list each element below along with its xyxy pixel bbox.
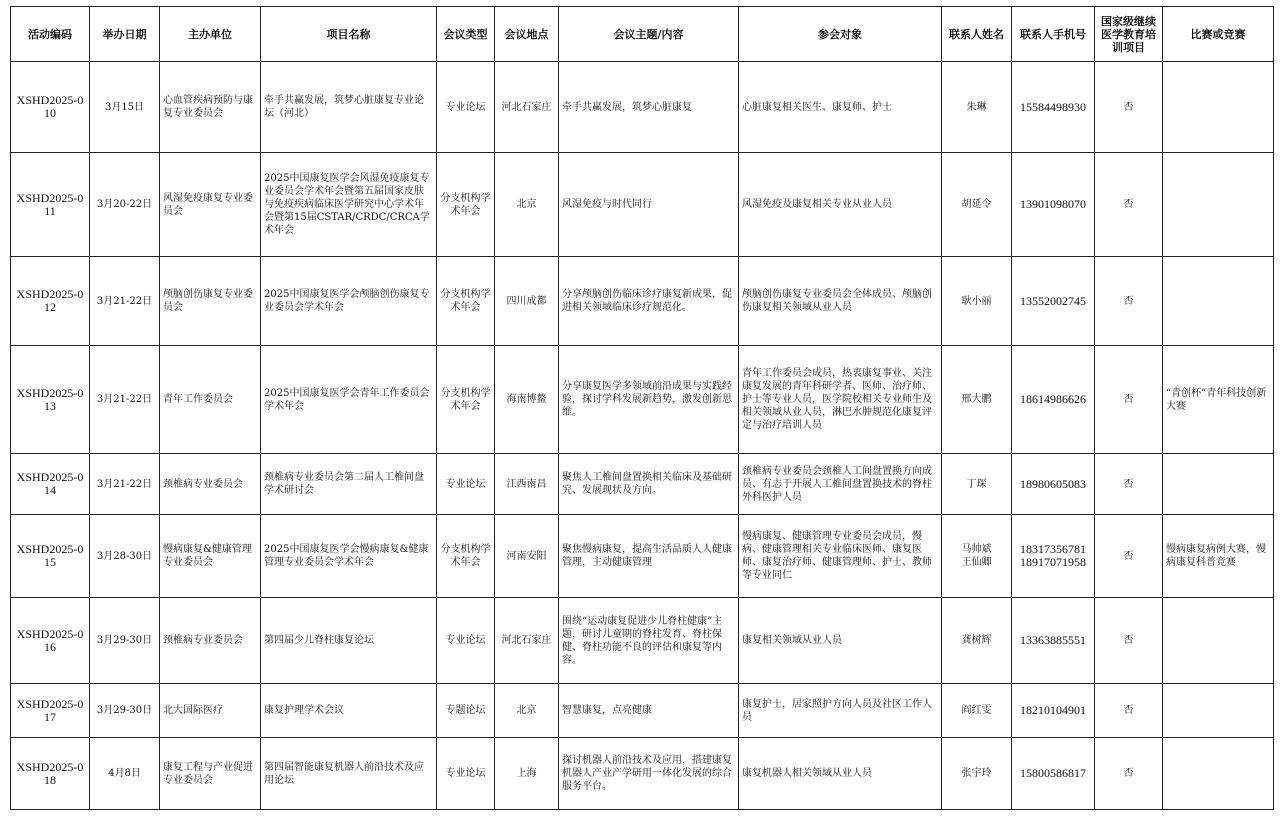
cell-contest xyxy=(1163,62,1274,153)
cell-date: 3月15日 xyxy=(90,62,160,153)
cell-theme: 智慧康复，点亮健康 xyxy=(559,684,739,738)
cell-type: 专题论坛 xyxy=(437,684,495,738)
cell-project: 第四届智能康复机器人前沿技术及应用论坛 xyxy=(261,738,437,810)
cell-theme: 风湿免疫与时代同行 xyxy=(559,153,739,257)
cell-code: XSHD2025-013 xyxy=(11,346,90,454)
cell-contest xyxy=(1163,598,1274,684)
phone-primary: 13552002745 xyxy=(1020,293,1086,308)
cell-project: 2025中国康复医学会风湿免疫康复专业委员会学术年会暨第五届国家皮肤与免疫疾病临床医学研究中心学术年会暨第15届CSTAR/CRDC/CRCA学术年会 xyxy=(261,153,437,257)
cell-contact: 阎红雯 xyxy=(942,684,1012,738)
cell-date: 4月8日 xyxy=(90,738,160,810)
cell-theme: 分享康复医学多领域前沿成果与实践经验，探讨学科发展新趋势，激发创新思维。 xyxy=(559,346,739,454)
cell-audience: 康复相关领域从业人员 xyxy=(739,598,942,684)
cell-project: 2025中国康复医学会慢病康复&健康管理专业委员会学术年会 xyxy=(261,515,437,598)
cell-contact: 朱琳 xyxy=(942,62,1012,153)
cell-contest xyxy=(1163,684,1274,738)
cell-contact: 龚树辉 xyxy=(942,598,1012,684)
cell-phone xyxy=(1012,738,1095,810)
phone-primary: 13363885551 xyxy=(1020,633,1086,647)
table-row xyxy=(11,598,1274,684)
table-row xyxy=(11,153,1274,257)
cell-project: 牵手共赢发展，筑梦心脏康复专业论坛（河北） xyxy=(261,62,437,153)
cell-phone xyxy=(1012,684,1095,738)
cell-phone xyxy=(1012,62,1095,153)
cell-contact: 胡延令 xyxy=(942,153,1012,257)
cell-cme: 否 xyxy=(1095,515,1163,598)
cell-location: 上海 xyxy=(495,738,559,810)
cell-date: 3月29-30日 xyxy=(90,684,160,738)
header-contest: 比赛或竞赛 xyxy=(1163,7,1274,62)
cell-location: 海南博鳌 xyxy=(495,346,559,454)
cell-type: 分支机构学术年会 xyxy=(437,257,495,346)
table-row xyxy=(11,346,1274,454)
cell-host: 康复工程与产业促进专业委员会 xyxy=(160,738,261,810)
cell-theme: 探讨机器人前沿技术及应用，搭建康复机器人产业产学研用一体化发展的综合服务平台。 xyxy=(559,738,739,810)
cell-project: 颈椎病专业委员会第二届人工椎间盘学术研讨会 xyxy=(261,454,437,515)
table-row xyxy=(11,454,1274,515)
cell-type: 分支机构学术年会 xyxy=(437,153,495,257)
cell-host: 青年工作委员会 xyxy=(160,346,261,454)
header-type: 会议类型 xyxy=(437,7,495,62)
phone-secondary: 18917071958 xyxy=(1020,555,1086,569)
cell-phone xyxy=(1012,515,1095,598)
cell-date: 3月21-22日 xyxy=(90,454,160,515)
cell-project: 康复护理学术会议 xyxy=(261,684,437,738)
cell-host: 颈椎病专业委员会 xyxy=(160,454,261,515)
activity-table xyxy=(10,6,1274,810)
phone-primary: 18210104901 xyxy=(1020,703,1086,717)
cell-date: 3月20-22日 xyxy=(90,153,160,257)
cell-theme: 聚焦慢病康复，提高生活品质人人健康管理，主动健康管理 xyxy=(559,515,739,598)
table-row xyxy=(11,684,1274,738)
cell-theme: 聚焦人工椎间盘置换相关临床及基础研究、发展现状及方向。 xyxy=(559,454,739,515)
cell-contact: 丁琛 xyxy=(942,454,1012,515)
table-row xyxy=(11,738,1274,810)
cell-code: XSHD2025-015 xyxy=(11,515,90,598)
cell-cme: 否 xyxy=(1095,257,1163,346)
cell-type: 专业论坛 xyxy=(437,598,495,684)
cell-code: XSHD2025-018 xyxy=(11,738,90,810)
cell-contest xyxy=(1163,454,1274,515)
cell-contact: 马帅斌 王仙卿 xyxy=(942,515,1012,598)
cell-location: 北京 xyxy=(495,684,559,738)
cell-contest: 慢病康复病例大赛，慢病康复科普竞赛 xyxy=(1163,515,1274,598)
cell-host: 慢病康复&健康管理专业委员会 xyxy=(160,515,261,598)
activity-table-container xyxy=(10,6,1274,810)
phone-primary: 13901098070 xyxy=(1020,197,1086,211)
phone-primary: 18980605083 xyxy=(1020,476,1086,491)
cell-code: XSHD2025-011 xyxy=(11,153,90,257)
cell-project: 2025中国康复医学会颅脑创伤康复专业委员会学术年会 xyxy=(261,257,437,346)
cell-phone xyxy=(1012,346,1095,454)
cell-audience: 风湿免疫及康复相关专业从业人员 xyxy=(739,153,942,257)
cell-cme: 否 xyxy=(1095,454,1163,515)
cell-cme: 否 xyxy=(1095,684,1163,738)
header-audience: 参会对象 xyxy=(739,7,942,62)
phone-primary: 18317356781 xyxy=(1020,542,1086,556)
header-host: 主办单位 xyxy=(160,7,261,62)
cell-host: 颅脑创伤康复专业委员会 xyxy=(160,257,261,346)
cell-audience: 青年工作委员会成员，热衷康复事业、关注康复发展的青年科研学者、医师、治疗师、护士等专业人员，医学院校相关专业师生及相关领域从业人员，淋巴水肿规范化康复评定与治疗培训人员 xyxy=(739,346,942,454)
cell-code: XSHD2025-012 xyxy=(11,257,90,346)
cell-contact: 耿小丽 xyxy=(942,257,1012,346)
cell-code: XSHD2025-017 xyxy=(11,684,90,738)
cell-type: 专业论坛 xyxy=(437,62,495,153)
table-row xyxy=(11,62,1274,153)
cell-phone xyxy=(1012,257,1095,346)
cell-audience: 心脏康复相关医生、康复师、护士 xyxy=(739,62,942,153)
cell-contact: 张宇玲 xyxy=(942,738,1012,810)
cell-project: 2025中国康复医学会青年工作委员会学术年会 xyxy=(261,346,437,454)
phone-primary: 15800586817 xyxy=(1020,766,1086,780)
cell-phone xyxy=(1012,454,1095,515)
cell-audience: 颅脑创伤康复专业委员会全体成员、颅脑创伤康复相关领域从业人员 xyxy=(739,257,942,346)
cell-contest xyxy=(1163,153,1274,257)
cell-contest xyxy=(1163,257,1274,346)
cell-phone xyxy=(1012,598,1095,684)
cell-date: 3月29-30日 xyxy=(90,598,160,684)
cell-cme: 否 xyxy=(1095,62,1163,153)
cell-type: 分支机构学术年会 xyxy=(437,346,495,454)
cell-host: 心血管疾病预防与康复专业委员会 xyxy=(160,62,261,153)
cell-location: 北京 xyxy=(495,153,559,257)
header-theme: 会议主题/内容 xyxy=(559,7,739,62)
cell-audience: 颈椎病专业委员会颈椎人工间盘置换方向成员、有志于开展人工椎间盘置换技术的脊柱外科医护人员 xyxy=(739,454,942,515)
phone-primary: 18614986626 xyxy=(1020,392,1086,406)
cell-host: 风湿免疫康复专业委员会 xyxy=(160,153,261,257)
cell-code: XSHD2025-016 xyxy=(11,598,90,684)
cell-cme: 否 xyxy=(1095,346,1163,454)
cell-code: XSHD2025-014 xyxy=(11,454,90,515)
header-contact: 联系人姓名 xyxy=(942,7,1012,62)
header-date: 举办日期 xyxy=(90,7,160,62)
header-row xyxy=(11,7,1274,62)
cell-contest xyxy=(1163,738,1274,810)
cell-theme: 分享颅脑创伤临床诊疗康复新成果，促进相关领域临床诊疗规范化。 xyxy=(559,257,739,346)
cell-audience: 慢病康复、健康管理专业委员会成员，慢病、健康管理相关专业临床医师、康复医师、康复治疗师、健康管理师、护士、教师等专业同仁 xyxy=(739,515,942,598)
cell-cme: 否 xyxy=(1095,738,1163,810)
cell-theme: 围绕“运动康复促进少儿脊柱健康”主题，研讨儿童期的脊柱发育、脊柱保健、脊柱功能不良的评估和康复等内容。 xyxy=(559,598,739,684)
cell-location: 河北石家庄 xyxy=(495,62,559,153)
header-location: 会议地点 xyxy=(495,7,559,62)
cell-date: 3月21-22日 xyxy=(90,346,160,454)
cell-location: 河北石家庄 xyxy=(495,598,559,684)
cell-contact: 邢大鹏 xyxy=(942,346,1012,454)
cell-host: 颈椎病专业委员会 xyxy=(160,598,261,684)
cell-cme: 否 xyxy=(1095,153,1163,257)
cell-location: 四川成都 xyxy=(495,257,559,346)
cell-theme: 牵手共赢发展，筑梦心脏康复 xyxy=(559,62,739,153)
cell-contest: “青创杯”青年科技创新大赛 xyxy=(1163,346,1274,454)
cell-audience: 康复护士，居家照护方向人员及社区工作人员 xyxy=(739,684,942,738)
cell-project: 第四届少儿脊柱康复论坛 xyxy=(261,598,437,684)
cell-location: 河南安阳 xyxy=(495,515,559,598)
phone-primary: 15584498930 xyxy=(1020,99,1086,114)
cell-date: 3月21-22日 xyxy=(90,257,160,346)
cell-type: 专业论坛 xyxy=(437,454,495,515)
cell-cme: 否 xyxy=(1095,598,1163,684)
header-cme: 国家级继续医学教育培训项目 xyxy=(1095,7,1163,62)
header-code: 活动编码 xyxy=(11,7,90,62)
cell-date: 3月28-30日 xyxy=(90,515,160,598)
cell-type: 专业论坛 xyxy=(437,738,495,810)
header-project: 项目名称 xyxy=(261,7,437,62)
table-row xyxy=(11,257,1274,346)
cell-audience: 康复机器人相关领域从业人员 xyxy=(739,738,942,810)
table-row xyxy=(11,515,1274,598)
cell-phone xyxy=(1012,153,1095,257)
header-phone: 联系人手机号 xyxy=(1012,7,1095,62)
cell-type: 分支机构学术年会 xyxy=(437,515,495,598)
cell-location: 江西南昌 xyxy=(495,454,559,515)
cell-code: XSHD2025-010 xyxy=(11,62,90,153)
cell-host: 北大国际医疗 xyxy=(160,684,261,738)
